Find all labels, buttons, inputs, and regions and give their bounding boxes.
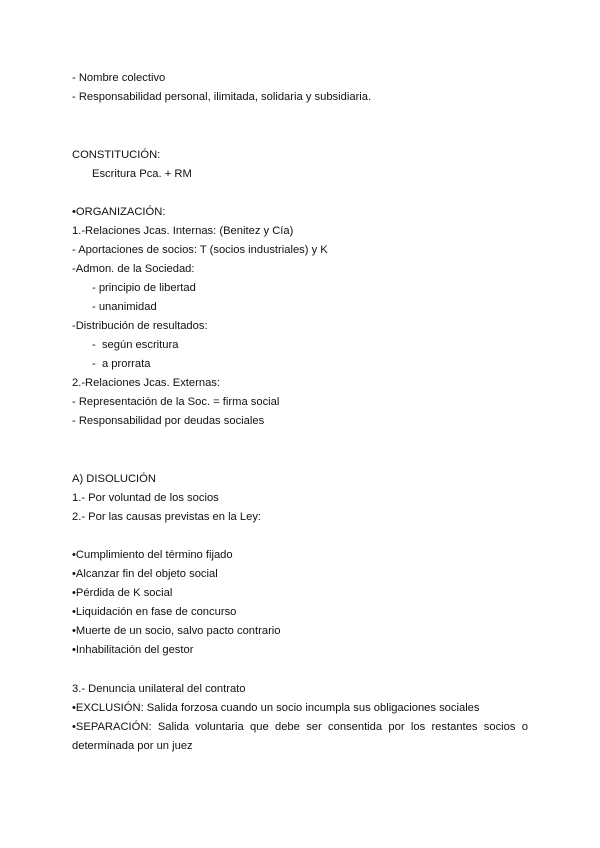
intro-line-responsabilidad: - Responsabilidad personal, ilimitada, solidaria y subsidiaria. <box>72 91 372 103</box>
disolucion-line: 1.- Por voluntad de los socios <box>72 492 219 504</box>
disolucion-cause: •Liquidación en fase de concurso <box>72 606 237 618</box>
organizacion-line: - Responsabilidad por deudas sociales <box>72 415 265 427</box>
constitucion-item: Escritura Pca. + RM <box>92 168 192 180</box>
organizacion-heading: •ORGANIZACIÓN: <box>72 206 166 218</box>
exclusion-line: •EXCLUSIÓN: Salida forzosa cuando un socio incumpla sus obligaciones sociales <box>72 702 480 714</box>
organizacion-subline: - según escritura <box>92 339 179 351</box>
organizacion-line: - Aportaciones de socios: T (socios industriales) y K <box>72 244 328 256</box>
disolucion-cause: •Muerte de un socio, salvo pacto contrario <box>72 625 281 637</box>
disolucion-line: 2.- Por las causas previstas en la Ley: <box>72 511 262 523</box>
disolucion-cause: •Cumplimiento del término fijado <box>72 549 233 561</box>
disolucion-cause: •Alcanzar fin del objeto social <box>72 568 218 580</box>
separacion-line-cont: determinada por un juez <box>72 740 193 752</box>
constitucion-heading: CONSTITUCIÓN: <box>72 149 161 161</box>
disolucion-heading: A) DISOLUCIÓN <box>72 473 156 485</box>
organizacion-line: 2.-Relaciones Jcas. Externas: <box>72 377 220 389</box>
organizacion-line: - Representación de la Soc. = firma social <box>72 396 280 408</box>
organizacion-line: -Distribución de resultados: <box>72 320 208 332</box>
disolucion-cause: •Inhabilitación del gestor <box>72 644 194 656</box>
separacion-line: •SEPARACIÓN: Salida voluntaria que debe ser consentida por los restantes socios o <box>72 721 528 733</box>
disolucion-line: 3.- Denuncia unilateral del contrato <box>72 683 246 695</box>
organizacion-line: 1.-Relaciones Jcas. Internas: (Benitez y Cía) <box>72 225 294 237</box>
organizacion-line: -Admon. de la Sociedad: <box>72 263 195 275</box>
intro-line-nombre: - Nombre colectivo <box>72 72 166 84</box>
organizacion-subline: - principio de libertad <box>92 282 196 294</box>
organizacion-subline: - unanimidad <box>92 301 157 313</box>
disolucion-cause: •Pérdida de K social <box>72 587 173 599</box>
organizacion-subline: - a prorrata <box>92 358 151 370</box>
